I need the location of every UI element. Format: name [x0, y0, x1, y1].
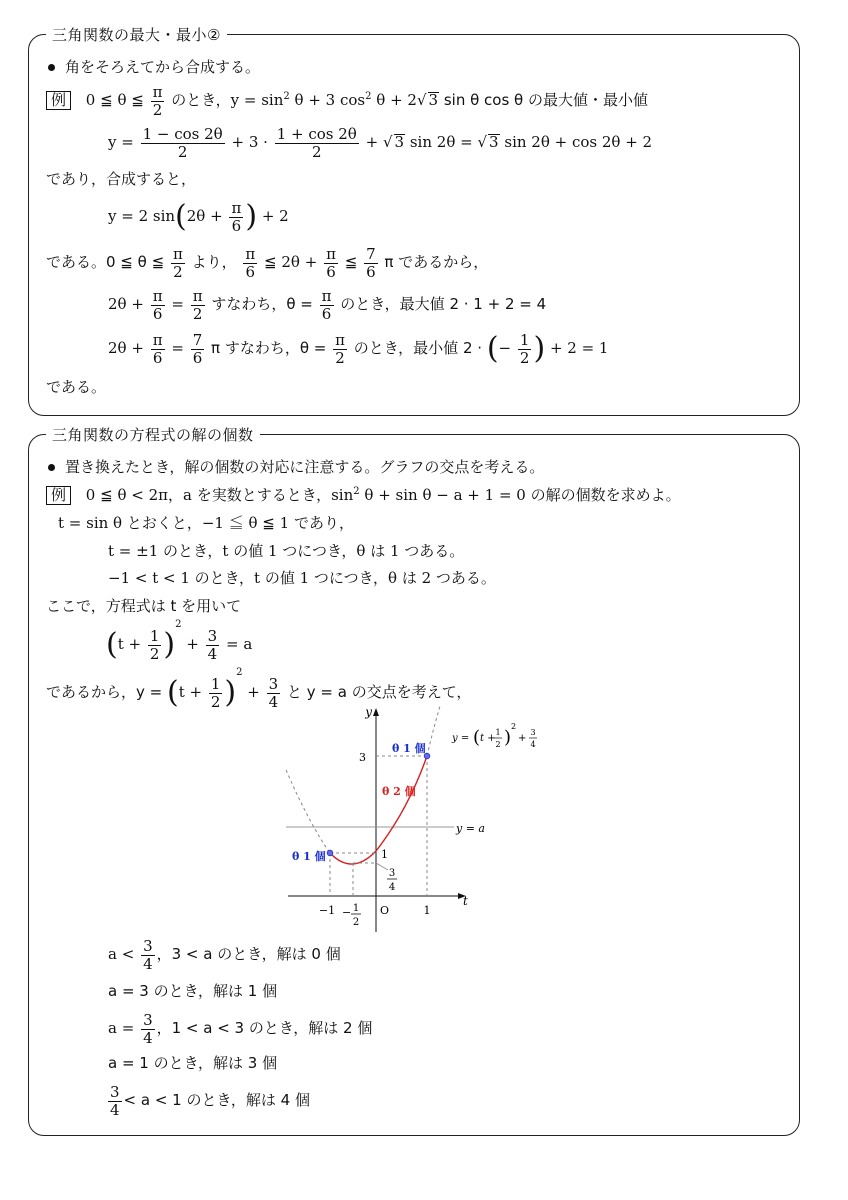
paren-open: (: [106, 627, 118, 662]
frac-num: 7: [192, 331, 203, 349]
point-left: [327, 850, 333, 856]
eq2-c: + 2: [261, 207, 289, 225]
frac-den: 6: [245, 262, 256, 281]
sqrt-arg: 3: [394, 133, 405, 151]
bullet-icon: [48, 64, 55, 71]
eq-sign: =: [171, 339, 184, 357]
frac-den: 6: [326, 262, 336, 281]
min-b: π すなわち，θ =: [211, 339, 327, 357]
frac-pi-6: [151, 288, 165, 322]
frac-den: 2: [311, 142, 322, 161]
example-label: 例: [46, 91, 71, 110]
s2-bullet: [48, 460, 544, 475]
curve-label-paren-open: (: [473, 727, 481, 748]
sup: 2: [283, 91, 290, 102]
plus: +: [186, 635, 199, 653]
s2-l4: ここで，方程式は t を用いて: [46, 597, 242, 615]
r1-a: a <: [108, 945, 135, 963]
frac-num: π: [172, 245, 183, 263]
frac-den: 2: [210, 692, 221, 711]
curve-label-t: t +: [480, 733, 496, 744]
paren-open: (: [175, 199, 187, 234]
l4-a: である。0 ≦ θ ≦: [46, 253, 165, 271]
section2-title: [46, 424, 260, 445]
frac-num: 1: [149, 627, 160, 645]
frac-num: 3: [143, 1011, 153, 1029]
frac-pi-6: [243, 246, 257, 280]
frac-den: 2: [152, 100, 163, 119]
bullet-icon: [48, 464, 55, 471]
l6-a: であるから，y =: [46, 683, 163, 701]
section2-title-text: 三角関数の方程式の解の個数: [52, 426, 254, 444]
curve-label-num: 1: [495, 728, 501, 737]
eq1-e: sin 2θ + cos 2θ + 2: [504, 133, 653, 151]
frac-3-4: [141, 1012, 155, 1046]
frac-den: 2: [519, 348, 530, 367]
tick-mhalf-num: 1: [352, 903, 360, 914]
minus: −: [498, 339, 512, 357]
sqrt-arg: 3: [428, 91, 439, 109]
frac-num: 7: [366, 245, 376, 263]
s1-line4: [46, 246, 488, 280]
max-a: 2θ +: [108, 295, 144, 313]
section1-title-rule: [240, 34, 241, 35]
s1-ex-e: sin θ cos θ の最大値・最小値: [443, 91, 648, 109]
label-34-num: 3: [388, 868, 396, 879]
frac-pi-6: [324, 246, 338, 280]
eq2-a: y = 2 sin: [108, 207, 176, 225]
paren-open: (: [486, 331, 499, 366]
parabola-solid: [330, 756, 427, 864]
frac-den: 4: [143, 1028, 153, 1047]
eq1-d: sin 2θ =: [409, 133, 473, 151]
result-5: [106, 1084, 310, 1118]
frac-num: π: [152, 331, 163, 349]
min-d: + 2 = 1: [549, 339, 609, 357]
frac-pi-6: [320, 288, 334, 322]
frac-pi-2: [151, 84, 165, 118]
l4-c: ≦ 2θ +: [264, 253, 318, 271]
frac-num: π: [335, 331, 345, 349]
curve-label-y: y =: [452, 733, 470, 744]
sup: 2: [236, 667, 243, 678]
frac-den: 4: [207, 644, 218, 663]
frac-3-4: [267, 676, 281, 710]
frac-num: π: [231, 199, 242, 217]
curve-label-plus: +: [518, 733, 527, 744]
frac-num: 3: [207, 627, 218, 645]
parabola-graph: [280, 700, 580, 940]
eq1-b: + 3 ·: [231, 133, 268, 151]
eq1-c: +: [365, 133, 379, 151]
paren-close: ): [163, 627, 176, 662]
s2-bullet-text: 置き換えたとき，解の個数の対応に注意する。グラフの交点を考える。: [65, 458, 545, 476]
label-theta2: θ 2 個: [382, 785, 416, 798]
frac-num: 1: [210, 675, 221, 693]
curve-label-34-den: 4: [530, 740, 536, 749]
frac-num: 3: [143, 937, 153, 955]
tick-mhalf-den: 2: [352, 917, 360, 928]
paren-close: ): [533, 331, 546, 366]
s1-ex-b: のとき，y = sin: [171, 91, 284, 109]
sup: 2: [175, 619, 182, 630]
s1-example: [46, 84, 648, 118]
frac-num: 1 + cos 2θ: [276, 125, 357, 143]
sqrt-sign: √: [477, 133, 488, 151]
parabola-dashed-left: [286, 770, 330, 853]
frac-num: π: [152, 287, 163, 305]
label-34-den: 4: [388, 882, 396, 893]
sup: 2: [353, 486, 360, 497]
frac-den: 4: [268, 692, 279, 711]
l4-d: ≦: [344, 253, 358, 271]
s1-ex-a: 0 ≦ θ ≦: [85, 91, 144, 109]
frac-den: 4: [143, 954, 153, 973]
tick-x1: 1: [423, 904, 431, 917]
frac-den: 6: [321, 304, 332, 323]
label-theta1-top: θ 1 個: [392, 742, 426, 755]
frac-num: 3: [110, 1083, 120, 1101]
eq-t: t +: [117, 635, 142, 653]
frac-num: 1 − cos 2θ: [142, 125, 223, 143]
l6-b: と y = a の交点を考えて，: [286, 683, 472, 701]
frac-den: 6: [192, 348, 203, 367]
frac-num: 1: [519, 331, 530, 349]
s1-bullet-text: 角をそろえてから合成する。: [65, 58, 261, 76]
eq1-a: y =: [108, 133, 134, 151]
frac-pi-6: [229, 200, 243, 234]
s2-l1: t = sin θ とおくと，−1 ≦ θ ≦ 1 であり，: [58, 514, 354, 532]
parabola-dashed-right: [427, 706, 440, 756]
tick-mhalf-minus: −: [342, 906, 352, 919]
curve-label-paren-close: ): [504, 727, 512, 748]
paren-close: ): [245, 199, 258, 234]
l4-b: より，: [191, 253, 237, 271]
tick-3: 3: [359, 751, 366, 764]
tick-m1: −1: [318, 904, 336, 917]
frac-3-4: [108, 1084, 122, 1118]
curve-label-34-num: 3: [530, 728, 536, 737]
frac-num: π: [192, 287, 203, 305]
curve-label-sq: 2: [511, 722, 517, 731]
paren-open: (: [167, 675, 179, 710]
s2-l3: −1 < t < 1 のとき，t の値 1 つにつき，θ は 2 つある。: [108, 569, 496, 587]
origin-label: O: [380, 904, 390, 917]
result-2: a = 3 のとき，解は 1 個: [108, 982, 278, 1000]
frac-den: 6: [152, 348, 163, 367]
frac-1-2: [148, 628, 162, 662]
paren-close: ): [224, 675, 237, 710]
frac-den: 4: [110, 1100, 120, 1119]
s1-text-ari: であり，合成すると，: [46, 170, 197, 188]
frac-den: 6: [366, 262, 376, 281]
max-c: のとき，最大値 2 · 1 + 2 = 4: [340, 295, 547, 313]
r3-a: a =: [108, 1019, 135, 1037]
frac-den: 6: [231, 216, 242, 235]
min-a: 2θ +: [108, 339, 144, 357]
frac-den: 2: [149, 644, 160, 663]
eq2-b: 2θ +: [186, 207, 223, 225]
sqrt-sign: √: [416, 91, 427, 109]
s2-ex-b: θ + sin θ − a + 1 = 0 の解の個数を求めよ。: [364, 486, 681, 504]
s2-example: [46, 486, 681, 505]
frac-eq1-1: [141, 126, 225, 160]
s1-max: [108, 288, 546, 322]
s1-dearu: である。: [46, 378, 107, 396]
example-label: 例: [46, 486, 71, 505]
r1-b: ，3 < a のとき，解は 0 個: [156, 945, 341, 963]
frac-7-6: [191, 332, 205, 366]
sqrt-sign: √: [382, 133, 393, 151]
frac-num: π: [321, 287, 332, 305]
r5-b: < a < 1 のとき，解は 4 個: [123, 1091, 310, 1109]
frac-pi-2: [191, 288, 205, 322]
s1-min: [108, 332, 608, 366]
curve-label-den: 2: [495, 740, 501, 749]
y-axis-label: y: [365, 705, 372, 719]
frac-pi-6: [151, 332, 165, 366]
label-y-a: y = a: [456, 822, 485, 835]
frac-pi-2: [171, 246, 185, 280]
eq-t: t +: [178, 683, 203, 701]
frac-3-4: [141, 938, 155, 972]
section1-title: [46, 24, 227, 45]
frac-den: 2: [177, 142, 188, 161]
frac-den: 2: [335, 348, 345, 367]
y-axis-arrow: [373, 708, 379, 716]
frac-1-2: [518, 332, 532, 366]
max-b: すなわち，θ =: [211, 295, 313, 313]
s2-l2: t = ±1 のとき，t の値 1 つにつき，θ は 1 つある。: [108, 542, 465, 560]
result-1: [108, 938, 341, 972]
leader-34: [376, 863, 388, 870]
s1-eq2: [108, 200, 289, 234]
frac-num: π: [152, 83, 163, 101]
s2-eq-t: [106, 620, 252, 662]
s1-bullet: [48, 60, 260, 75]
s1-ex-c: θ + 3 cos: [294, 91, 366, 109]
result-3: [108, 1012, 372, 1046]
result-4: a = 1 のとき，解は 3 個: [108, 1054, 278, 1072]
s1-ex-d: θ + 2: [376, 91, 417, 109]
sqrt-arg: 3: [489, 133, 499, 151]
frac-den: 6: [152, 304, 163, 323]
plus: +: [247, 683, 260, 701]
frac-num: 3: [268, 675, 279, 693]
frac-num: π: [326, 245, 336, 263]
t-axis-label: t: [463, 894, 468, 908]
frac-1-2: [209, 676, 223, 710]
frac-den: 2: [192, 304, 203, 323]
section1-title-text: 三角関数の最大・最小②: [52, 26, 221, 44]
l4-e: π であるから，: [384, 253, 489, 271]
min-c: のとき，最小値 2 ·: [353, 339, 483, 357]
label-theta1-left: θ 1 個: [292, 850, 326, 863]
frac-eq1-2: [275, 126, 359, 160]
frac-3-4: [206, 628, 220, 662]
eq-end: = a: [225, 635, 253, 653]
r3-b: ，1 < a < 3 のとき，解は 2 個: [156, 1019, 373, 1037]
frac-den: 2: [173, 262, 183, 281]
s2-ex-a: 0 ≦ θ < 2π，a を実数とするとき，sin: [85, 486, 354, 504]
tick-1: 1: [381, 848, 388, 861]
eq-sign: =: [171, 295, 184, 313]
frac-num: π: [245, 245, 256, 263]
frac-pi-2: [333, 332, 347, 366]
s1-eq1: [108, 126, 652, 160]
frac-7-6: [364, 246, 378, 280]
sup: 2: [365, 91, 372, 102]
